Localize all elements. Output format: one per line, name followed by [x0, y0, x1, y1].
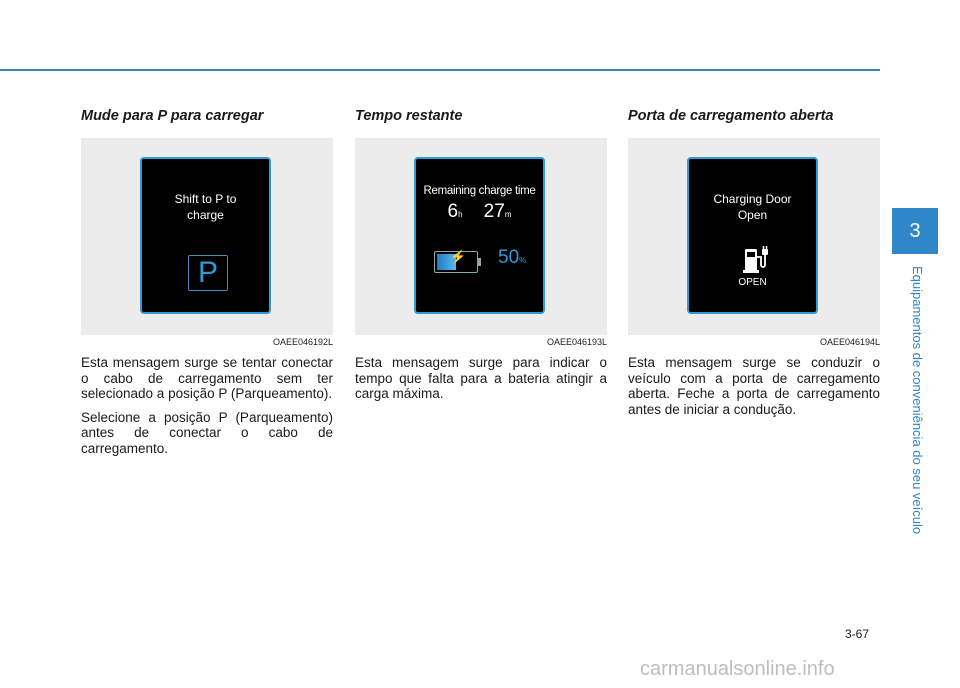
- section-shift-to-p: [81, 108, 333, 456]
- cluster-screen: [687, 157, 818, 314]
- percent-readout: [498, 247, 526, 269]
- section-title: Mude para P para carregar: [81, 108, 264, 124]
- remaining-label: Remaining charge time: [423, 185, 536, 197]
- charging-station-icon: [739, 243, 773, 277]
- paragraph: Selecione a posição P (Parqueamento) antes de conectar o cabo de carregamento.: [81, 409, 333, 456]
- paragraph: Esta mensagem surge se conduzir o veículo com a porta de carregamento aberta. Feche a porta de carregamento antes de iniciar a condução.: [628, 355, 880, 417]
- page-number: 3-67: [845, 627, 870, 641]
- hours-unit: h: [458, 210, 463, 219]
- paragraph: Esta mensagem surge se tentar conectar o cabo de carregamento sem ter selecionado a posição P (Parqueamento).: [81, 355, 333, 401]
- chapter-tab: 3: [892, 208, 938, 254]
- time-readout: [416, 201, 543, 223]
- figure-code: OAEE046193L: [546, 337, 607, 347]
- percent-value: 50: [498, 247, 520, 268]
- chapter-title: Equipamentos de conveniência do seu veículo: [910, 266, 925, 535]
- cluster-screen: [140, 157, 271, 314]
- battery-tip: [478, 258, 481, 266]
- section-charging-door: [628, 108, 880, 417]
- figure-charging-door: [628, 138, 880, 335]
- screen-message: Charging Door Open: [713, 192, 792, 222]
- lightning-icon: ⚡: [450, 249, 467, 264]
- figure-code: OAEE046192L: [272, 337, 333, 347]
- screen-message: Shift to P to charge: [174, 192, 237, 222]
- cluster-screen: [414, 157, 545, 314]
- top-rule: [0, 69, 880, 71]
- section-title: Tempo restante: [355, 108, 463, 124]
- percent-unit: %: [519, 256, 527, 265]
- figure-remaining-time: [355, 138, 607, 335]
- minutes-value: 27: [483, 201, 505, 222]
- section-remaining-time: [355, 108, 607, 402]
- figure-shift-to-p: [81, 138, 333, 335]
- battery-row: [434, 247, 534, 277]
- hours-value: 6: [447, 201, 459, 222]
- minutes-unit: m: [504, 210, 512, 219]
- figure-code: OAEE046194L: [819, 337, 880, 347]
- section-title: Porta de carregamento aberta: [628, 108, 834, 124]
- watermark: carmanualsonline.info: [640, 658, 835, 680]
- door-status: OPEN: [738, 277, 767, 288]
- gear-p-indicator: P: [188, 255, 228, 291]
- paragraph: Esta mensagem surge para indicar o tempo que falta para a bateria atingir a carga máxima.: [355, 355, 607, 401]
